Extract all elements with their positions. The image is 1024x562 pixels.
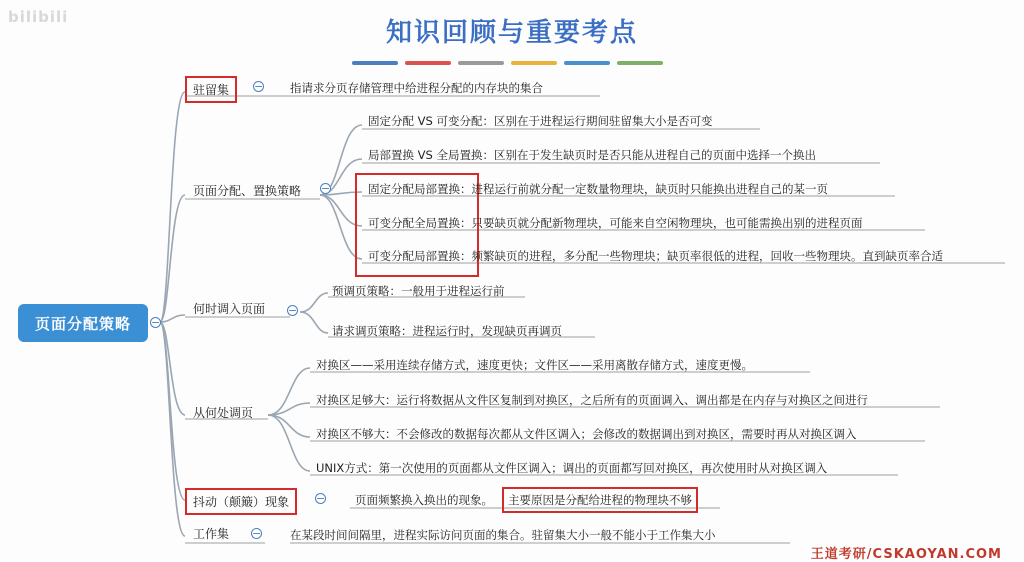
collapse-icon[interactable]: − — [254, 80, 264, 93]
where-item-1: 对换区——采用连续存储方式，速度更快；文件区——采用离散存储方式，速度更慢。 — [316, 358, 753, 372]
footer-brand: 王道考研/CSKAOYAN.COM — [810, 547, 1002, 562]
allocation-item-2: 局部置换 VS 全局置换：区别在于发生缺页时是否只能从进程自己的页面中选择一个换出 — [368, 148, 816, 162]
category-resident: 驻留集 — [185, 76, 237, 103]
category-when: 何时调入页面 — [193, 302, 266, 316]
collapse-icon[interactable]: − — [252, 527, 262, 540]
category-where: 从何处调页 — [193, 406, 254, 420]
where-item-2: 对换区足够大：运行将数据从文件区复制到对换区，之后所有的页面调入、调出都是在内存与对换区之间进行 — [316, 393, 868, 407]
where-item-3: 对换区不够大：不会修改的数据每次都从文件区调入；会修改的数据调出到对换区，需要时再从对换区调入 — [316, 427, 857, 441]
category-allocation: 页面分配、置换策略 — [193, 184, 302, 198]
workingset-desc: 在某段时间间隔里，进程实际访问页面的集合。驻留集大小一般不能小于工作集大小 — [290, 528, 716, 542]
allocation-item-1: 固定分配 VS 可变分配：区别在于进程运行期间驻留集大小是否可变 — [368, 114, 713, 128]
root-node: 页面分配策略 — [18, 304, 148, 342]
category-workingset: 工作集 — [193, 527, 230, 541]
when-item-2: 请求调页策略：进程运行时，发现缺页再调页 — [332, 324, 562, 338]
where-item-4: UNIX方式：第一次使用的页面都从文件区调入；调出的页面都写回对换区，再次使用时从对换区调入 — [316, 461, 828, 475]
when-item-1: 预调页策略：一般用于进程运行前 — [332, 284, 505, 298]
resident-desc: 指请求分页存储管理中给进程分配的内存块的集合 — [290, 81, 543, 95]
allocation-item-3: 固定分配局部置换：进程运行前就分配一定数量物理块，缺页时只能换出进程自己的某一页 — [368, 182, 828, 196]
collapse-icon[interactable]: − — [321, 182, 331, 195]
thrashing-highlight: 主要原因是分配给进程的物理块不够 — [502, 487, 698, 513]
collapse-icon[interactable]: − — [288, 304, 298, 317]
allocation-item-5: 可变分配局部置换：频繁缺页的进程，多分配一些物理块；缺页率很低的进程，回收一些物理块。直到缺页率合适 — [368, 249, 943, 263]
category-thrashing: 抖动（颠簸）现象 — [185, 488, 297, 515]
watermark: bilibili — [8, 8, 69, 26]
page-title: 知识回顾与重要考点 — [385, 18, 638, 48]
collapse-icon[interactable]: − — [316, 492, 326, 505]
allocation-item-4: 可变分配全局置换：只要缺页就分配新物理块，可能来自空闲物理块，也可能需换出别的进程页面 — [368, 216, 863, 230]
thrashing-desc: 页面频繁换入换出的现象。 — [355, 493, 493, 507]
collapse-icon[interactable]: − — [151, 316, 161, 329]
